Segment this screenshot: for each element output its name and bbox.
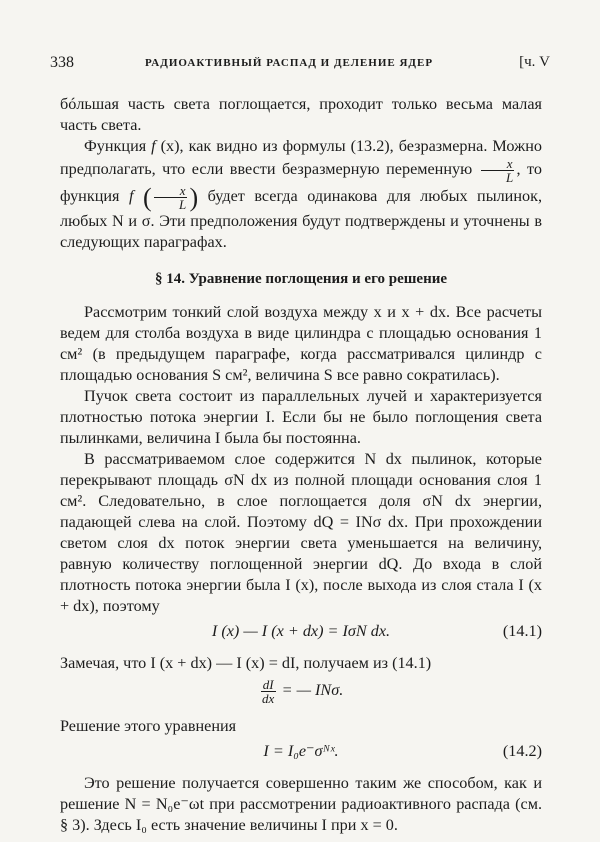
fraction-x-over-l	[154, 184, 188, 211]
paragraph: Это решение получается совершенно таким же способом, как и решение N = N₀e⁻ωt при рассмотрении радиоактивного распада (см. § 3). Здесь I₀ есть значение величины I при x = 0.	[60, 774, 542, 834]
fraction-denominator: L	[505, 170, 514, 185]
paragraph: В рассматриваемом слое содержится N dx пылинок, которые перекрывают площадь σN dx из полной площади основания слоя 1 см². Следовательно, в слое поглощается доля σN dx энергии, падающей слева на слой. Поэтому dQ = INσ dx. При прохождении светом слоя dx поток энергии света уменьшается на величину, равную количеству поглощенной энергии dQ. До входа в слой плотность потока энергии была I (x), после выхода из слоя стала I (x + dx), поэтому	[60, 450, 542, 615]
equation-14-2	[60, 741, 542, 769]
paragraph: Решение этого уравнения	[60, 717, 237, 735]
fraction-numerator: x	[154, 184, 188, 198]
page-header	[50, 54, 550, 76]
fraction-numerator: x	[481, 157, 515, 171]
function-symbol: f	[151, 137, 156, 155]
equation-number: (14.1)	[502, 622, 542, 640]
chapter-marker: [ч. V	[519, 54, 550, 70]
function-symbol: f	[129, 187, 134, 206]
equation-number: (14.2)	[502, 742, 542, 760]
equation-rhs: = — INσ.	[281, 681, 344, 700]
fraction-denominator: dx	[262, 691, 275, 706]
text-segment: будет всегда одинакова для любых пылинок, любых N и σ. Эти предположения будут подтверждены и уточнены в следующих параграфах.	[60, 187, 542, 251]
equation-derivative	[60, 678, 542, 710]
fraction-numerator: dI	[262, 677, 274, 692]
running-head: РАДИОАКТИВНЫЙ РАСПАД И ДЕЛЕНИЕ ЯДЕР	[145, 57, 434, 69]
equation-formula	[60, 678, 542, 705]
page-body	[60, 94, 542, 836]
equation-14-1	[60, 621, 542, 649]
paragraph: Рассмотрим тонкий слой воздуха между x и x + dx. Все расчеты ведем для столба воздуха в виде цилиндра с площадью основания 1 см² (в предыдущем параграфе, когда рассматривался цилиндр с площадью основания S см², величина S все равно сократилась).	[60, 303, 542, 384]
section-title: § 14. Уравнение поглощения и его решение	[154, 271, 448, 287]
fraction-x-over-l	[481, 157, 515, 184]
paren-close: )	[189, 183, 199, 212]
fraction-denominator: L	[178, 197, 187, 212]
text-segment: Функция	[84, 137, 152, 155]
equation-formula: I (x) — I (x + dx) = IσN dx.	[211, 622, 391, 640]
text-segment: , то функция	[60, 160, 542, 206]
derivative-fraction	[261, 678, 276, 705]
paragraph: Пучок света состоит из параллельных лучей и характеризуется плотностью потока энергии I. Если бы не было поглощения света пылинками, величина I была бы постоянна.	[60, 387, 542, 447]
paragraph: Замечая, что I (x + dx) — I (x) = dI, получаем из (14.1)	[60, 654, 432, 672]
text-segment: (x), как видно из формулы (13.2), безразмерна. Можно предполагать, что если ввести безразмерную переменную	[60, 137, 542, 179]
paragraph-function	[60, 136, 542, 253]
paragraph-continuation: бóльшая часть света поглощается, проходит только весьма малая часть света.	[60, 95, 542, 134]
page-number: 338	[50, 54, 74, 71]
equation-formula: I = I₀e⁻σᴺˣ.	[263, 742, 339, 760]
paren-open: (	[143, 183, 152, 212]
